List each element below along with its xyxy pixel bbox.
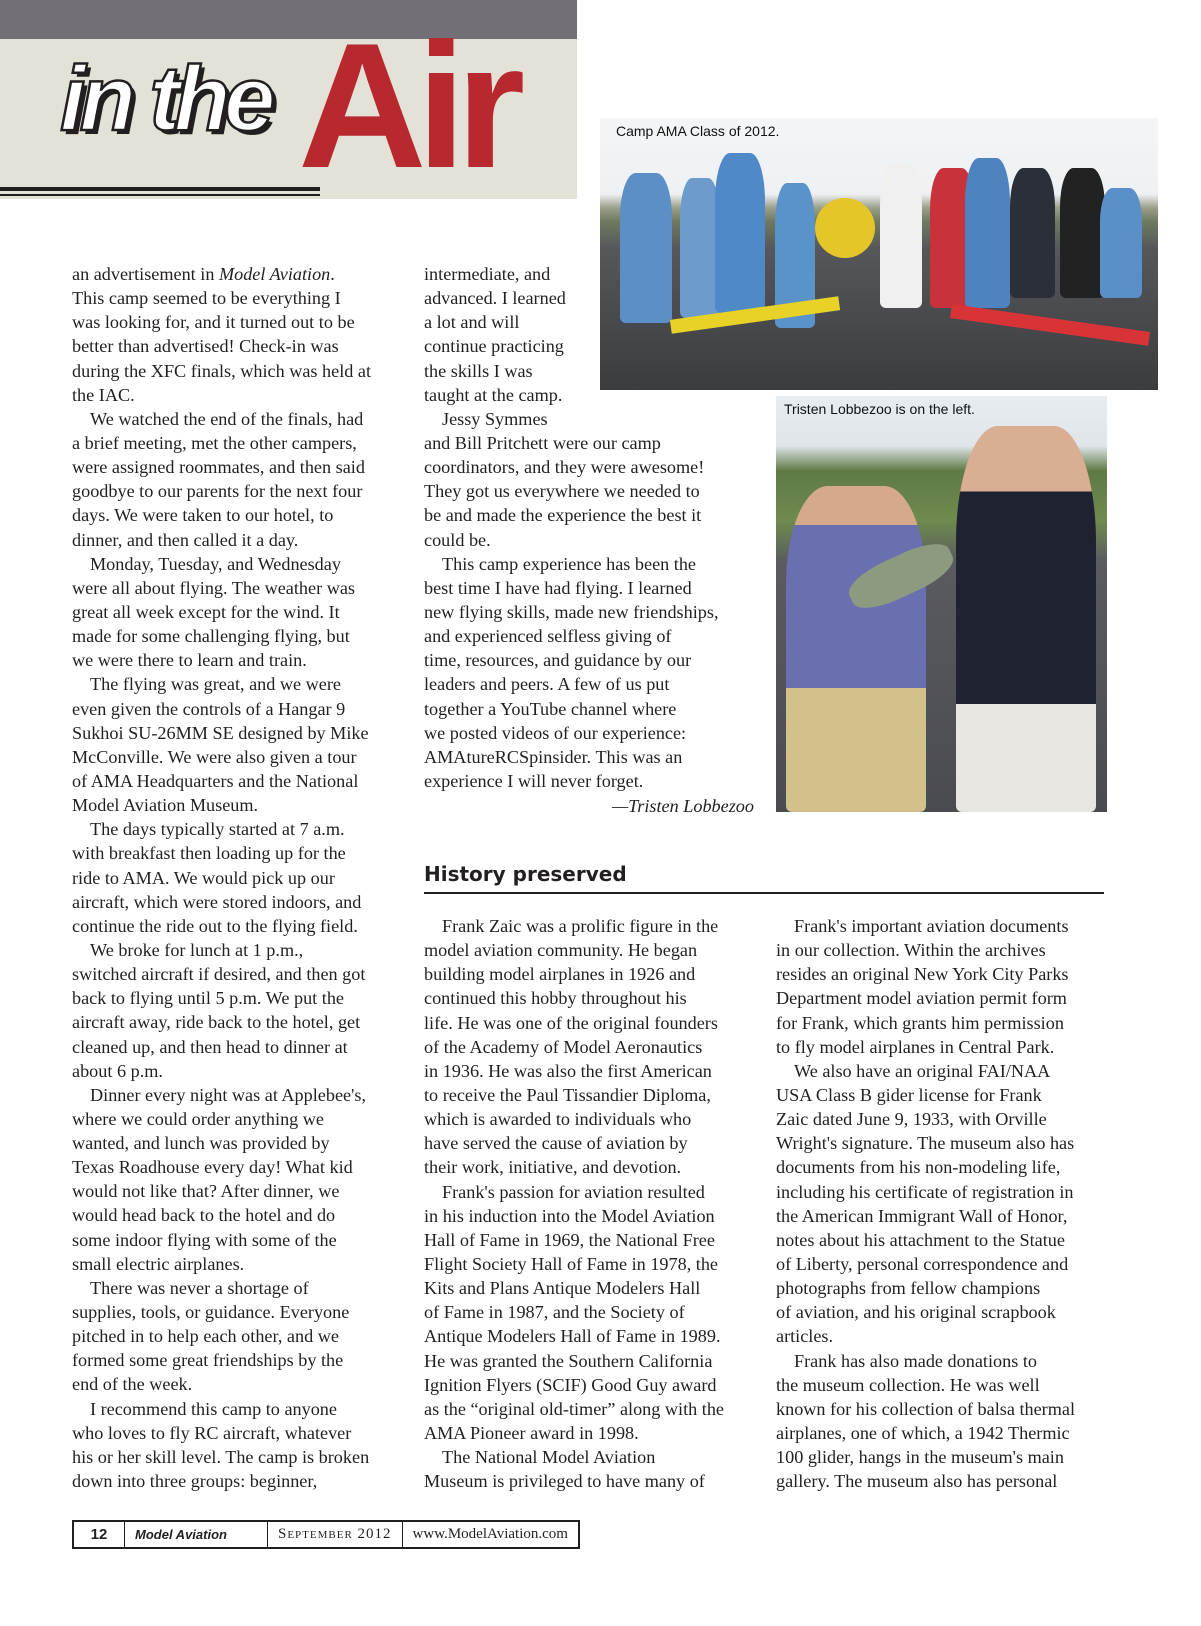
text-line: be and made the experience the best it — [424, 505, 702, 526]
text-line: Department model aviation permit form — [776, 988, 1067, 1009]
text-line: Dinner every night was at Applebee's, — [90, 1084, 367, 1105]
page-number: 12 — [74, 1522, 125, 1547]
text-line: Hall of Fame in 1969, the National Free — [424, 1229, 715, 1250]
text-line: building model airplanes in 1926 and — [424, 964, 696, 985]
banner-rule — [0, 194, 320, 196]
text-line: better than advertised! Check-in was — [72, 336, 339, 357]
text-line: to fly model airplanes in Central Park. — [776, 1036, 1055, 1057]
text-line: great all week except for the wind. It — [72, 601, 340, 622]
text-line: in 1936. He was also the first American — [424, 1060, 712, 1081]
text-line: life. He was one of the original founders — [424, 1012, 718, 1033]
article-column-1 — [72, 262, 402, 1493]
text-line: airplanes, one of which, a 1942 Thermic — [776, 1422, 1070, 1443]
text-line: experience I will never forget. — [424, 770, 644, 791]
text-line: with breakfast then loading up for the — [72, 843, 346, 864]
text-line: the museum collection. He was well — [776, 1374, 1040, 1395]
issue-date: September 2012 — [268, 1522, 403, 1547]
text-line: aircraft away, ride back to the hotel, get — [72, 1012, 361, 1033]
text-line: including his certificate of registration in — [776, 1181, 1074, 1202]
text-line: Ignition Flyers (SCIF) Good Guy award — [424, 1374, 717, 1395]
text-line: some indoor flying with some of the — [72, 1229, 337, 1250]
text-line: supplies, tools, or guidance. Everyone — [72, 1302, 350, 1323]
text-line: down into three groups: beginner, — [72, 1471, 318, 1492]
text-line: best time I have had flying. I learned — [424, 577, 692, 598]
website-url[interactable]: www.ModelAviation.com — [412, 1526, 568, 1542]
article-column-4 — [776, 914, 1106, 1493]
text-line: The flying was great, and we were — [90, 674, 341, 695]
author-signature-wrap — [424, 794, 754, 818]
text-line: This camp seemed to be everything I — [72, 288, 341, 309]
text-line: were assigned roommates, and then said — [72, 457, 365, 478]
text-line: together a YouTube channel where — [424, 698, 677, 719]
text-line: 100 glider, hangs in the museum's main — [776, 1447, 1064, 1468]
text-line: to receive the Paul Tissandier Diploma, — [424, 1084, 711, 1105]
text-line: photographs from fellow champions — [776, 1278, 1041, 1299]
text-line: the American Immigrant Wall of Honor, — [776, 1205, 1068, 1226]
text-line: the skills I was — [424, 360, 533, 381]
section-heading: History preserved — [424, 862, 627, 886]
photo-tristen — [776, 396, 1107, 812]
author-signature: —Tristen Lobbezoo — [612, 796, 754, 816]
text-line: McConville. We were also given a tour — [72, 746, 357, 767]
text-line: taught at the camp. — [424, 384, 563, 405]
text-line: The days typically started at 7 a.m. — [90, 819, 345, 840]
text-line: formed some great friendships by the — [72, 1350, 344, 1371]
text-line: even given the controls of a Hangar 9 — [72, 698, 346, 719]
text-line: of Fame in 1987, and the Society of — [424, 1302, 685, 1323]
article-column-3 — [424, 914, 754, 1493]
text-line: advanced. I learned — [424, 288, 566, 309]
heading-rule — [424, 892, 1104, 894]
text-line: gallery. The museum also has personal — [776, 1471, 1058, 1492]
text-line: aircraft, which were stored indoors, and — [72, 891, 362, 912]
text-line: AMAtureRCSpinsider. This was an — [424, 746, 683, 767]
text-line: new flying skills, made new friendships, — [424, 601, 719, 622]
text-line: we were there to learn and train. — [72, 650, 307, 671]
text-line: continue the ride out to the flying field. — [72, 915, 358, 936]
text-line: resides an original New York City Parks — [776, 964, 1069, 985]
text-line: time, resources, and guidance by our — [424, 650, 692, 671]
text-line: intermediate, and — [424, 264, 551, 284]
text-line: AMA Pioneer award in 1998. — [424, 1422, 639, 1443]
text-line: Wright's signature. The museum also has — [776, 1133, 1075, 1154]
text-line: wanted, and lunch was provided by — [72, 1133, 330, 1154]
text-line: coordinators, and they were awesome! — [424, 457, 705, 478]
text-line: There was never a shortage of — [90, 1277, 309, 1298]
text-line: continued this hobby throughout his — [424, 988, 687, 1009]
text-line: were all about flying. The weather was — [72, 577, 355, 598]
text-line: made for some challenging flying, but — [72, 626, 350, 647]
text-line: Antique Modelers Hall of Fame in 1989. — [424, 1326, 721, 1347]
text-line: dinner, and then called it a day. — [72, 529, 299, 550]
text-line: We broke for lunch at 1 p.m., — [90, 939, 304, 960]
text-line: we posted videos of our experience: — [424, 722, 687, 743]
text-line: Kits and Plans Antique Modelers Hall — [424, 1278, 701, 1299]
text-line: in his induction into the Model Aviation — [424, 1205, 715, 1226]
text-line: ride to AMA. We would pick up our — [72, 867, 335, 888]
text-line: Flight Society Hall of Fame in 1978, the — [424, 1253, 719, 1274]
page-footer — [72, 1520, 580, 1549]
logo-in-the: in the — [60, 48, 270, 150]
text-line: leaders and peers. A few of us put — [424, 674, 670, 695]
text-line: The National Model Aviation — [442, 1447, 656, 1468]
text-line: Frank's passion for aviation resulted — [442, 1181, 705, 1202]
text-line: was looking for, and it turned out to be — [72, 312, 355, 333]
logo-air: Air — [298, 6, 516, 205]
text-line: pitched in to help each other, and we — [72, 1326, 339, 1347]
text-line: Texas Roadhouse every day! What kid — [72, 1157, 353, 1178]
text-line: goodbye to our parents for the next four — [72, 481, 363, 502]
text-line: which is awarded to individuals who — [424, 1109, 692, 1130]
text-line: Model Aviation Museum. — [72, 795, 259, 816]
text-line: of the Academy of Model Aeronautics — [424, 1036, 703, 1057]
text-line: Frank Zaic was a prolific figure in the — [442, 916, 719, 936]
text-line: This camp experience has been the — [442, 553, 697, 574]
text-line: the IAC. — [72, 384, 135, 405]
text-line: about 6 p.m. — [72, 1060, 163, 1081]
text-line: and experienced selfless giving of — [424, 626, 672, 647]
text-line: as the “original old-timer” along with the — [424, 1398, 725, 1419]
photo-caption: Camp AMA Class of 2012. — [616, 123, 780, 139]
text-line: Jessy Symmes — [442, 408, 548, 429]
text-line: who loves to fly RC aircraft, whatever — [72, 1422, 352, 1443]
text-line: in our collection. Within the archives — [776, 940, 1046, 961]
text-line: continue practicing — [424, 336, 564, 357]
text-line: back to flying until 5 p.m. We put the — [72, 988, 344, 1009]
text-line: small electric airplanes. — [72, 1253, 245, 1274]
text-line: his or her skill level. The camp is broken — [72, 1446, 370, 1467]
text-line: and Bill Pritchett were our camp — [424, 432, 661, 453]
text-line: They got us everywhere we needed to — [424, 481, 700, 502]
text-line: Monday, Tuesday, and Wednesday — [90, 553, 341, 574]
text-line: USA Class B gider license for Frank — [776, 1084, 1042, 1105]
text-line: We watched the end of the finals, had — [90, 408, 364, 429]
text-line: Museum is privileged to have many of — [424, 1471, 705, 1492]
section-banner — [0, 6, 577, 205]
text-line: He was granted the Southern California — [424, 1350, 713, 1371]
text-line: documents from his non-modeling life, — [776, 1157, 1061, 1178]
text-line: known for his collection of balsa thermal — [776, 1398, 1076, 1419]
magazine-name: Model Aviation — [125, 1522, 268, 1547]
text-line: switched aircraft if desired, and then got — [72, 964, 366, 985]
text-line: could be. — [424, 529, 491, 550]
photo-caption: Tristen Lobbezoo is on the left. — [784, 401, 975, 417]
text-line: would head back to the hotel and do — [72, 1205, 336, 1226]
text-line: cleaned up, and then head to dinner at — [72, 1036, 348, 1057]
text-line: of Liberty, personal correspondence and — [776, 1253, 1069, 1274]
article-column-2 — [424, 262, 754, 793]
text-line: would not like that? After dinner, we — [72, 1181, 340, 1202]
banner-rule — [0, 187, 320, 191]
text-line: have served the cause of aviation by — [424, 1133, 688, 1154]
text-line: end of the week. — [72, 1374, 193, 1395]
text-line: Sukhoi SU-26MM SE designed by Mike — [72, 722, 369, 743]
text-line: model aviation community. He began — [424, 940, 698, 961]
text-line: Frank has also made donations to — [794, 1350, 1037, 1371]
text-line: I recommend this camp to anyone — [90, 1398, 337, 1419]
text-line: notes about his attachment to the Statue — [776, 1229, 1065, 1250]
text-line: a lot and will — [424, 312, 520, 333]
text-line: of aviation, and his original scrapbook — [776, 1302, 1056, 1323]
text-line: days. We were taken to our hotel, to — [72, 505, 334, 526]
text-line: their work, initiative, and devotion. — [424, 1157, 682, 1178]
text-line: where we could order anything we — [72, 1108, 325, 1129]
text-line: during the XFC finals, which was held at — [72, 360, 372, 381]
text-line: Zaic dated June 9, 1933, with Orville — [776, 1109, 1047, 1130]
text-line: articles. — [776, 1326, 834, 1347]
text-line: of AMA Headquarters and the National — [72, 770, 359, 791]
text-line: for Frank, which grants him permission — [776, 1012, 1064, 1033]
text-line: We also have an original FAI/NAA — [794, 1060, 1051, 1081]
text-line: an advertisement in Model Aviation. — [72, 264, 335, 284]
text-line: a brief meeting, met the other campers, — [72, 432, 357, 453]
text-line: Frank's important aviation documents — [794, 916, 1069, 936]
